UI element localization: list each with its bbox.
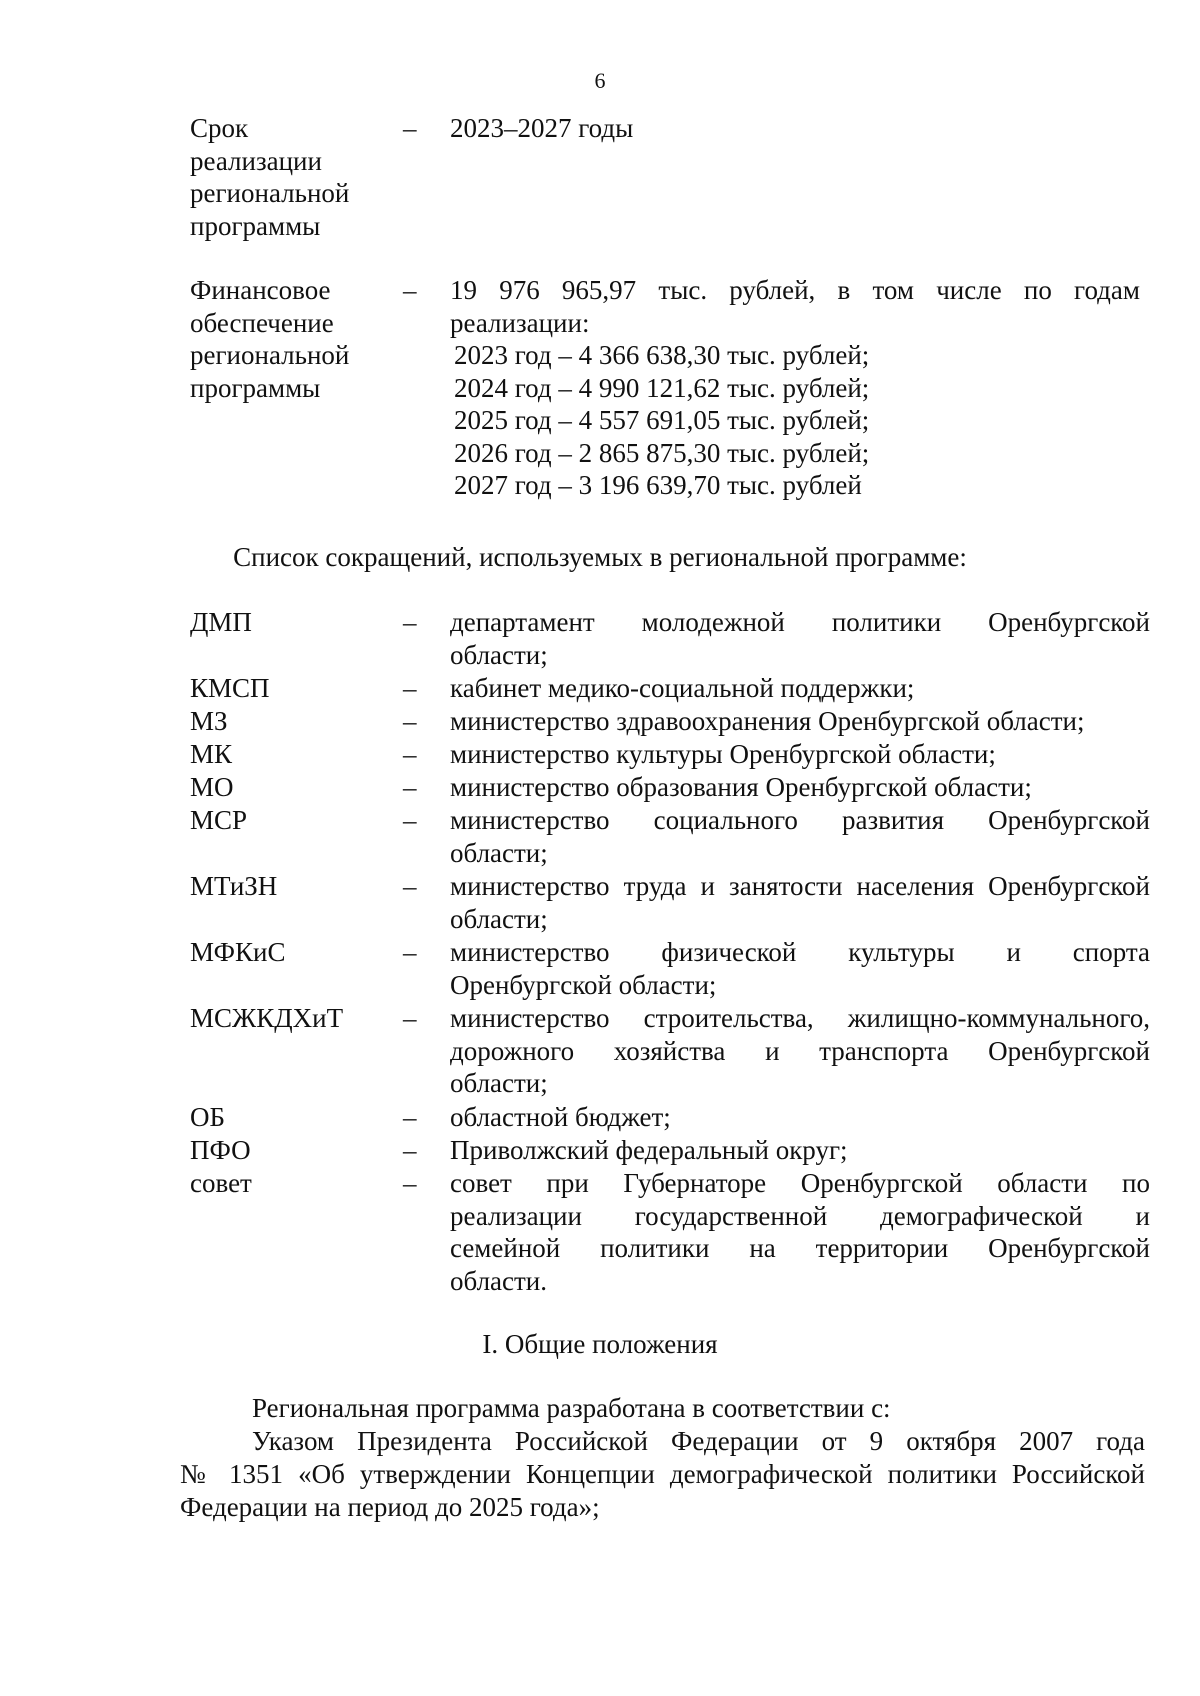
abbreviation-term: МЗ	[190, 706, 228, 736]
abbreviation-term: МСЖКДХиТ	[190, 1003, 344, 1033]
dash: –	[403, 805, 417, 835]
paragraph-line: Указом Президента Российской Федерации от 9 октября 2007 года	[252, 1426, 1145, 1456]
abbreviation-definition	[450, 1002, 1150, 1100]
passport-value-term	[450, 112, 1150, 145]
definition-line: министерство социального развития Оренбургской	[450, 805, 1150, 835]
definition-line: областной бюджет;	[450, 1102, 671, 1132]
abbreviation-term: ПФО	[190, 1135, 251, 1165]
abbreviation-term: КМСП	[190, 673, 270, 703]
finance-year-line: 2024 год – 4 990 121,62 тыс. рублей;	[454, 372, 870, 403]
dash: –	[403, 673, 417, 703]
dash: –	[403, 772, 417, 802]
definition-line: области;	[450, 903, 548, 934]
paragraph-line: Федерации на период до 2025 года»;	[180, 1492, 600, 1522]
body-paragraph	[180, 1425, 1145, 1524]
passport-value-finance	[450, 274, 1140, 502]
definition-line: министерство труда и занятости населения Оренбургской	[450, 871, 1150, 901]
dash: –	[403, 937, 417, 967]
abbreviation-term: МТиЗН	[190, 871, 278, 901]
finance-year-line: 2026 год – 2 865 875,30 тыс. рублей;	[454, 437, 870, 468]
abbreviation-term: ДМП	[190, 607, 252, 637]
dash: –	[403, 1135, 417, 1165]
definition-line: области;	[450, 1068, 548, 1098]
abbreviation-definition	[450, 672, 1150, 705]
finance-year-line: 2025 год – 4 557 691,05 тыс. рублей;	[454, 405, 870, 435]
dash: –	[403, 607, 417, 637]
definition-line: Приволжский федеральный округ;	[450, 1135, 848, 1165]
dash: –	[403, 1003, 417, 1033]
abbreviation-term: совет	[190, 1168, 252, 1198]
abbreviation-definition	[450, 771, 1150, 804]
abbreviation-definition	[450, 1101, 1150, 1134]
abbreviation-term: МК	[190, 739, 233, 769]
dash: –	[403, 871, 417, 901]
definition-line: Оренбургской области;	[450, 969, 717, 1000]
abbreviations-title: Список сокращений, используемых в региональной программе:	[233, 542, 967, 572]
abbreviation-definition	[450, 606, 1150, 671]
definition-line: совет при Губернаторе Оренбургской области по	[450, 1168, 1150, 1198]
label-line: программы	[190, 372, 321, 403]
definition-line: министерство культуры Оренбургской области;	[450, 739, 996, 769]
passport-label-finance	[190, 274, 390, 404]
abbreviation-term: МО	[190, 772, 234, 802]
abbreviation-definition	[450, 804, 1150, 869]
finance-intro-line: 19 976 965,97 тыс. рублей, в том числе по годам	[450, 275, 1140, 305]
label-line: региональной	[190, 178, 350, 208]
abbreviation-term: МСР	[190, 805, 248, 835]
definition-line: дорожного хозяйства и транспорта Оренбургской	[450, 1035, 1150, 1066]
definition-line: департамент молодежной политики Оренбургской	[450, 607, 1150, 637]
body-paragraph	[180, 1392, 1145, 1425]
definition-line: кабинет медико-социальной поддержки;	[450, 673, 915, 703]
definition-line: министерство здравоохранения Оренбургской области;	[450, 706, 1085, 736]
abbreviation-definition	[450, 1167, 1150, 1297]
value-line: 2023–2027 годы	[450, 113, 634, 143]
passport-label-term	[190, 112, 390, 242]
dash: –	[403, 113, 417, 143]
label-line: реализации	[190, 145, 322, 176]
abbreviation-definition	[450, 705, 1150, 738]
dash: –	[403, 739, 417, 769]
label-line: программы	[190, 210, 321, 241]
abbreviation-definition	[450, 870, 1150, 935]
definition-line: министерство строительства, жилищно-коммунального,	[450, 1003, 1150, 1033]
definition-line: министерство образования Оренбургской области;	[450, 772, 1032, 802]
label-line: обеспечение	[190, 307, 334, 338]
finance-year-line: 2023 год – 4 366 638,30 тыс. рублей;	[454, 340, 870, 370]
abbreviation-term: ОБ	[190, 1102, 226, 1132]
definition-line: министерство физической культуры и спорта	[450, 937, 1150, 967]
abbreviation-term: МФКиС	[190, 937, 286, 967]
abbreviation-definition	[450, 1134, 1150, 1167]
definition-line: семейной политики на территории Оренбургской	[450, 1233, 1150, 1263]
label-line: Срок	[190, 113, 249, 143]
paragraph-line: Региональная программа разработана в соответствии с:	[252, 1393, 891, 1423]
paragraph-line: № 1351 «Об утверждении Концепции демографической политики Российской	[180, 1459, 1145, 1489]
finance-intro-line: реализации:	[450, 307, 590, 338]
definition-line: реализации государственной демографической и	[450, 1200, 1150, 1231]
dash: –	[403, 706, 417, 736]
label-line: региональной	[190, 340, 350, 370]
definition-line: области;	[450, 837, 548, 868]
dash: –	[403, 1102, 417, 1132]
definition-line: области;	[450, 639, 548, 670]
section-title: I. Общие положения	[482, 1329, 718, 1359]
page-number: 6	[594, 68, 606, 93]
abbreviation-definition	[450, 738, 1150, 771]
finance-year-line: 2027 год – 3 196 639,70 тыс. рублей	[454, 470, 862, 500]
dash: –	[403, 1168, 417, 1198]
definition-line: области.	[450, 1265, 548, 1296]
dash: –	[403, 275, 417, 305]
abbreviation-definition	[450, 936, 1150, 1001]
label-line: Финансовое	[190, 275, 331, 305]
